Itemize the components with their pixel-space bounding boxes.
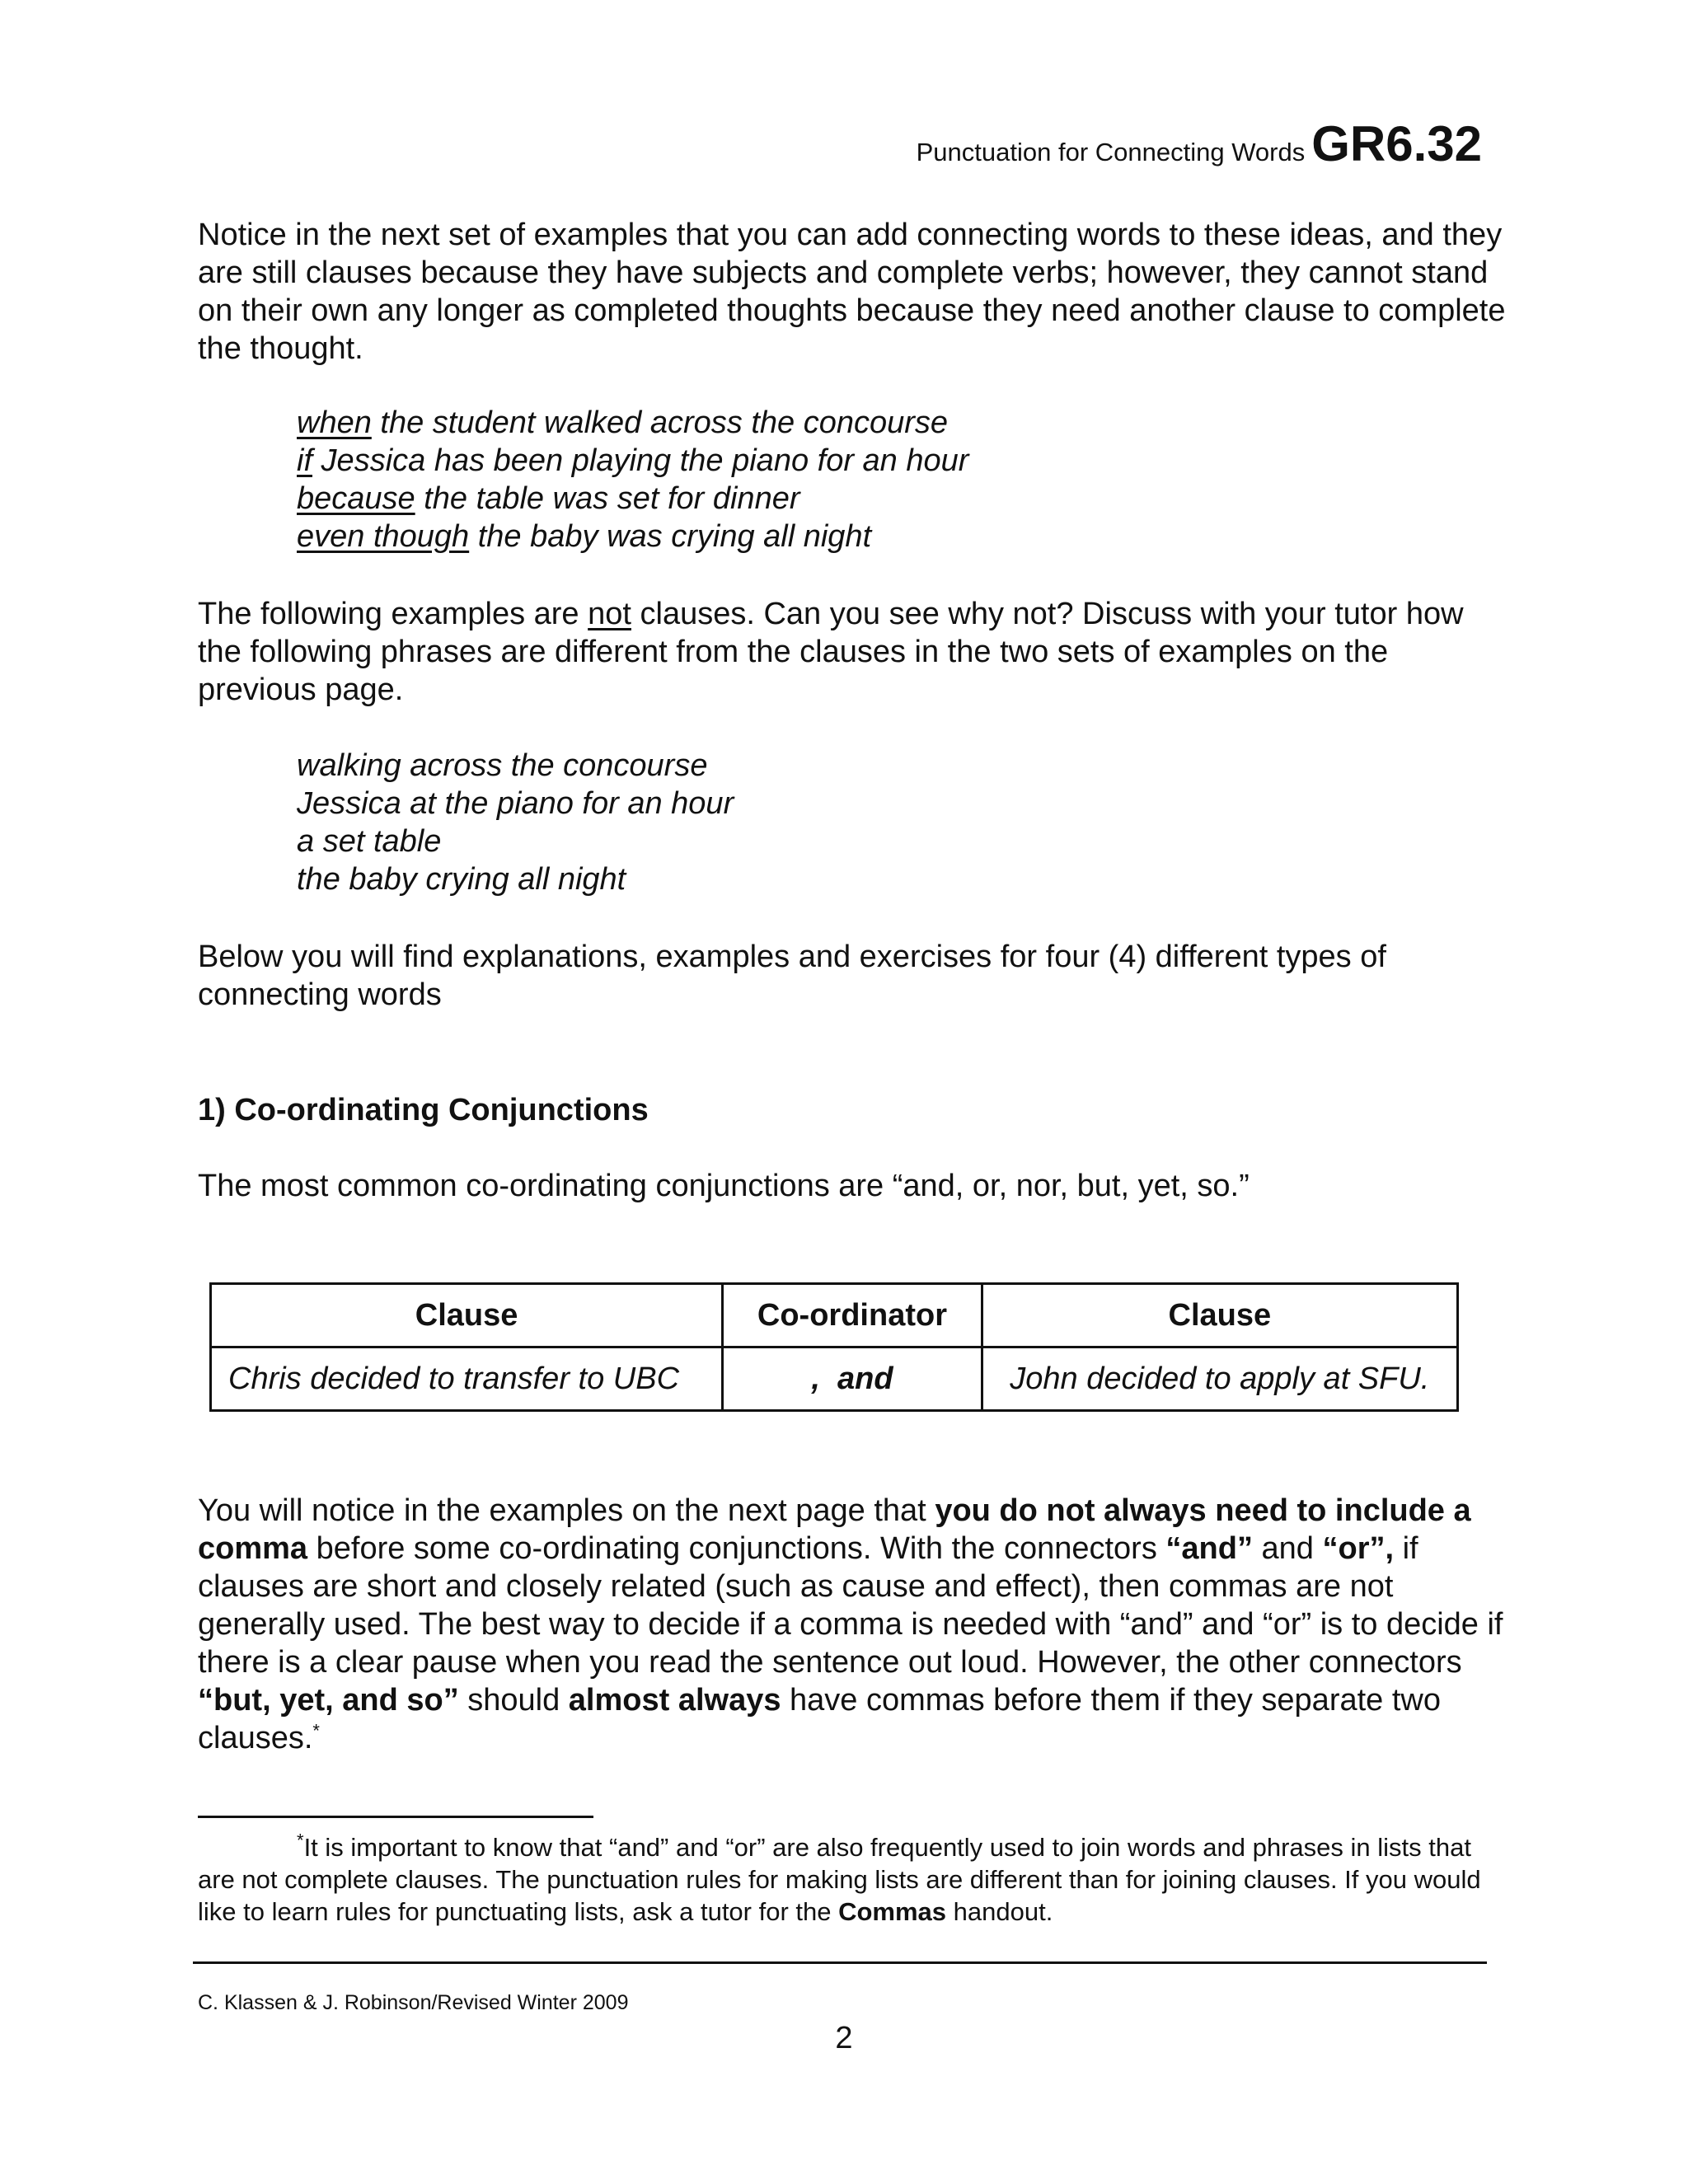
paragraph-text: The following examples are xyxy=(198,597,588,631)
example-text: the table was set for dinner xyxy=(415,481,800,516)
common-conjunctions-text: The most common co-ordinating conjunctions are “and, or, nor, but, yet, so.” xyxy=(198,1169,1250,1203)
paragraph-text: before some co-ordinating conjunctions. With the connectors xyxy=(307,1531,1166,1566)
footnote-divider xyxy=(198,1816,593,1818)
phrase-example: a set table xyxy=(297,824,442,859)
paragraph-text: clauses. Can you see why not? Discuss with your tutor how the following phrases are different from the clauses in the two sets of examples on the previous page. xyxy=(198,597,1464,707)
paragraph-text: You will notice in the examples on the next page that xyxy=(198,1493,935,1528)
table-header-row xyxy=(211,1284,1458,1347)
below-paragraph: Below you will find explanations, examples and exercises for four (4) different types of connecting words xyxy=(198,940,1386,1012)
handout-code: GR6.32 xyxy=(1311,116,1482,171)
footer-credit: C. Klassen & J. Robinson/Revised Winter 2009 xyxy=(198,1991,629,2014)
paragraph-text: have commas before them if they separate two clauses. xyxy=(198,1683,1441,1755)
header-subtitle: Punctuation for Connecting Words xyxy=(916,138,1306,166)
section-heading: 1) Co-ordinating Conjunctions xyxy=(198,1093,649,1127)
footnote-text: It is important to know that “and” and “or” are also frequently used to join words and phrases in lists that are not complete clauses. The punctuation rules for making lists are different than for joining clauses. If you would like to learn rules for punctuating lists, ask a tutor for the xyxy=(198,1833,1481,1926)
table-row xyxy=(211,1347,1458,1411)
table-header-clause: Clause xyxy=(211,1284,723,1347)
page-header xyxy=(917,115,1482,172)
paragraph-text: should xyxy=(458,1683,569,1718)
phrase-example: the baby crying all night xyxy=(297,862,626,897)
bold-text: almost always xyxy=(568,1683,781,1718)
clause-examples-list xyxy=(297,404,968,555)
table-cell-clause: John decided to apply at SFU. xyxy=(982,1347,1457,1411)
phrase-examples-list xyxy=(297,747,734,898)
example-text: the student walked across the concourse xyxy=(371,405,949,440)
clause-example xyxy=(297,480,968,518)
emphasis-not: not xyxy=(588,597,631,631)
coordinator-table xyxy=(209,1282,1459,1412)
bold-text: “and” xyxy=(1165,1531,1253,1566)
connector-word: when xyxy=(297,405,372,440)
bold-text: you do not always need to include a comma xyxy=(198,1493,1471,1566)
bold-text: “but, yet, and so” xyxy=(198,1683,459,1718)
footer-divider xyxy=(193,1961,1487,1964)
footnote xyxy=(198,1831,1484,1928)
page-number: 2 xyxy=(835,2021,853,2055)
clause-example xyxy=(297,442,968,480)
table-header-coordinator: Co-ordinator xyxy=(723,1284,982,1347)
table-header-clause: Clause xyxy=(982,1284,1457,1347)
table-cell-coordinator: , and xyxy=(723,1347,982,1411)
clause-example xyxy=(297,518,968,555)
footnote-mark: * xyxy=(297,1830,304,1851)
clause-example xyxy=(297,404,968,442)
not-clauses-paragraph xyxy=(198,595,1508,709)
connector-word: if xyxy=(297,443,312,478)
phrase-example: walking across the concourse xyxy=(297,748,708,783)
table-cell-clause: Chris decided to transfer to UBC xyxy=(211,1347,723,1411)
phrase-example: Jessica at the piano for an hour xyxy=(297,786,734,821)
paragraph-text: and xyxy=(1252,1531,1323,1566)
connector-word: because xyxy=(297,481,415,516)
paragraph-text: if clauses are short and closely related (such as cause and effect), then commas are not generally used. The best way to decide if a comma is needed with “and” and “or” is to decide if there is a clear pause when you read the sentence out loud. However, the other connectors xyxy=(198,1531,1503,1680)
example-text: Jessica has been playing the piano for an hour xyxy=(312,443,969,478)
footnote-reference: * xyxy=(312,1720,320,1741)
footnote-text: handout. xyxy=(946,1897,1053,1926)
intro-paragraph: Notice in the next set of examples that you can add connecting words to these ideas, and they are still clauses because they have subjects and complete verbs; however, they cannot stand on their own any longer as completed thoughts because they need another clause to complete the thought. xyxy=(198,218,1506,366)
bold-text: Commas xyxy=(838,1897,947,1926)
connector-word: even though xyxy=(297,519,470,554)
bold-text: “or”, xyxy=(1322,1531,1395,1566)
notice-paragraph xyxy=(198,1492,1508,1757)
example-text: the baby was crying all night xyxy=(469,519,872,554)
